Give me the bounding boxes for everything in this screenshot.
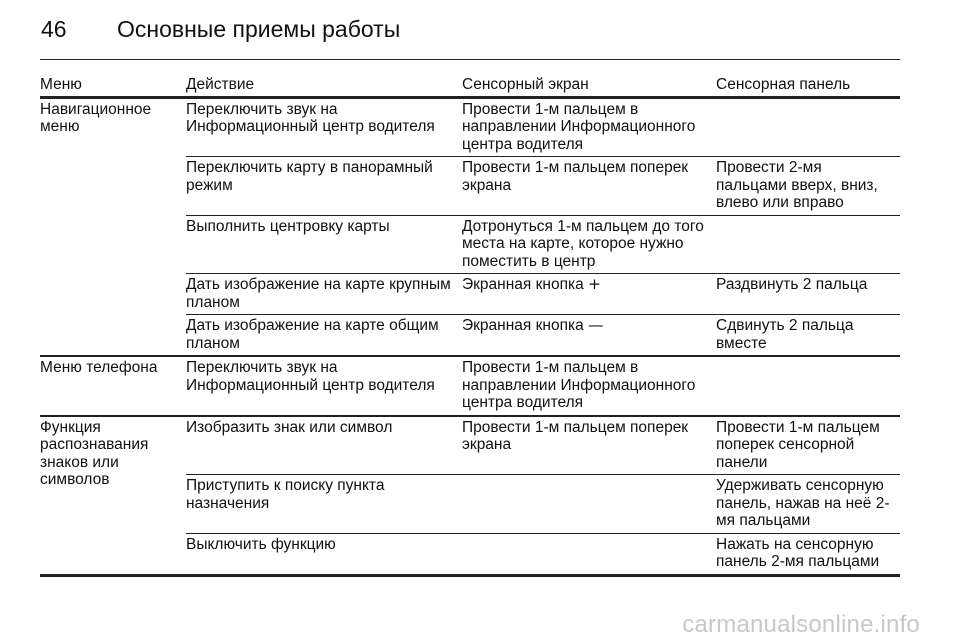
- touchscreen-cell: [462, 533, 716, 575]
- touchscreen-cell: Провести 1-м пальцем поперек экрана: [462, 157, 716, 216]
- action-cell: Переключить звук на Информационный центр водителя: [186, 97, 462, 157]
- action-cell: Приступить к поиску пункта назначения: [186, 475, 462, 534]
- plus-icon: +: [588, 275, 602, 293]
- touchpad-cell: [716, 356, 900, 416]
- action-cell: Дать изображение на карте общим планом: [186, 315, 462, 357]
- touchpad-cell: Нажать на сенсорную панель 2-мя пальцами: [716, 533, 900, 575]
- touchscreen-cell: [462, 315, 716, 357]
- touchpad-cell: Удерживать сенсорную панель, нажав на неё 2-мя пальцами: [716, 475, 900, 534]
- action-cell: Дать изображение на карте крупным планом: [186, 274, 462, 315]
- touchscreen-cell: [462, 274, 716, 315]
- action-cell: Изобразить знак или символ: [186, 416, 462, 475]
- column-header-menu: Меню: [40, 76, 186, 97]
- menu-cell-character-recognition: Функция распознавания знаков или символов: [40, 416, 186, 576]
- touchscreen-cell: Провести 1-м пальцем в направлении Информационного центра водителя: [462, 97, 716, 157]
- controls-table: [40, 76, 900, 577]
- touchscreen-cell: Провести 1-м пальцем поперек экрана: [462, 416, 716, 475]
- column-header-action: Действие: [186, 76, 462, 97]
- header-rule: [40, 59, 900, 60]
- touchscreen-cell: Провести 1-м пальцем в направлении Информационного центра водителя: [462, 356, 716, 416]
- touchscreen-cell: [462, 475, 716, 534]
- touchpad-cell: Сдвинуть 2 пальца вместе: [716, 315, 900, 357]
- minus-icon: —: [588, 316, 604, 334]
- table-header-row: [40, 76, 900, 97]
- page-title: Основные приемы работы: [117, 16, 401, 42]
- column-header-touchscreen: Сенсорный экран: [462, 76, 716, 97]
- table-row: [40, 97, 900, 157]
- touchscreen-cell: Дотронуться 1-м пальцем до того места на карте, которое нужно поместить в центр: [462, 215, 716, 274]
- table-row: [40, 416, 900, 475]
- touchpad-cell: [716, 97, 900, 157]
- table-row: [40, 356, 900, 416]
- column-header-touchpad: Сенсорная панель: [716, 76, 900, 97]
- action-cell: Выполнить центровку карты: [186, 215, 462, 274]
- touchpad-cell: [716, 215, 900, 274]
- touchscreen-text: Экранная кнопка: [462, 317, 584, 334]
- action-cell: Выключить функцию: [186, 533, 462, 575]
- page-number: 46: [41, 16, 67, 42]
- touchpad-cell: Раздвинуть 2 пальца: [716, 274, 900, 315]
- menu-cell-navigation: Навигационное меню: [40, 97, 186, 356]
- menu-cell-phone: Меню телефона: [40, 356, 186, 416]
- action-cell: Переключить карту в панорамный режим: [186, 157, 462, 216]
- touchpad-cell: Провести 2-мя пальцами вверх, вниз, влево или вправо: [716, 157, 900, 216]
- touchscreen-text: Экранная кнопка: [462, 276, 584, 293]
- page-header: [41, 16, 400, 43]
- watermark: carmanualsonline.info: [682, 611, 920, 638]
- action-cell: Переключить звук на Информационный центр водителя: [186, 356, 462, 416]
- touchpad-cell: Провести 1-м пальцем поперек сенсорной панели: [716, 416, 900, 475]
